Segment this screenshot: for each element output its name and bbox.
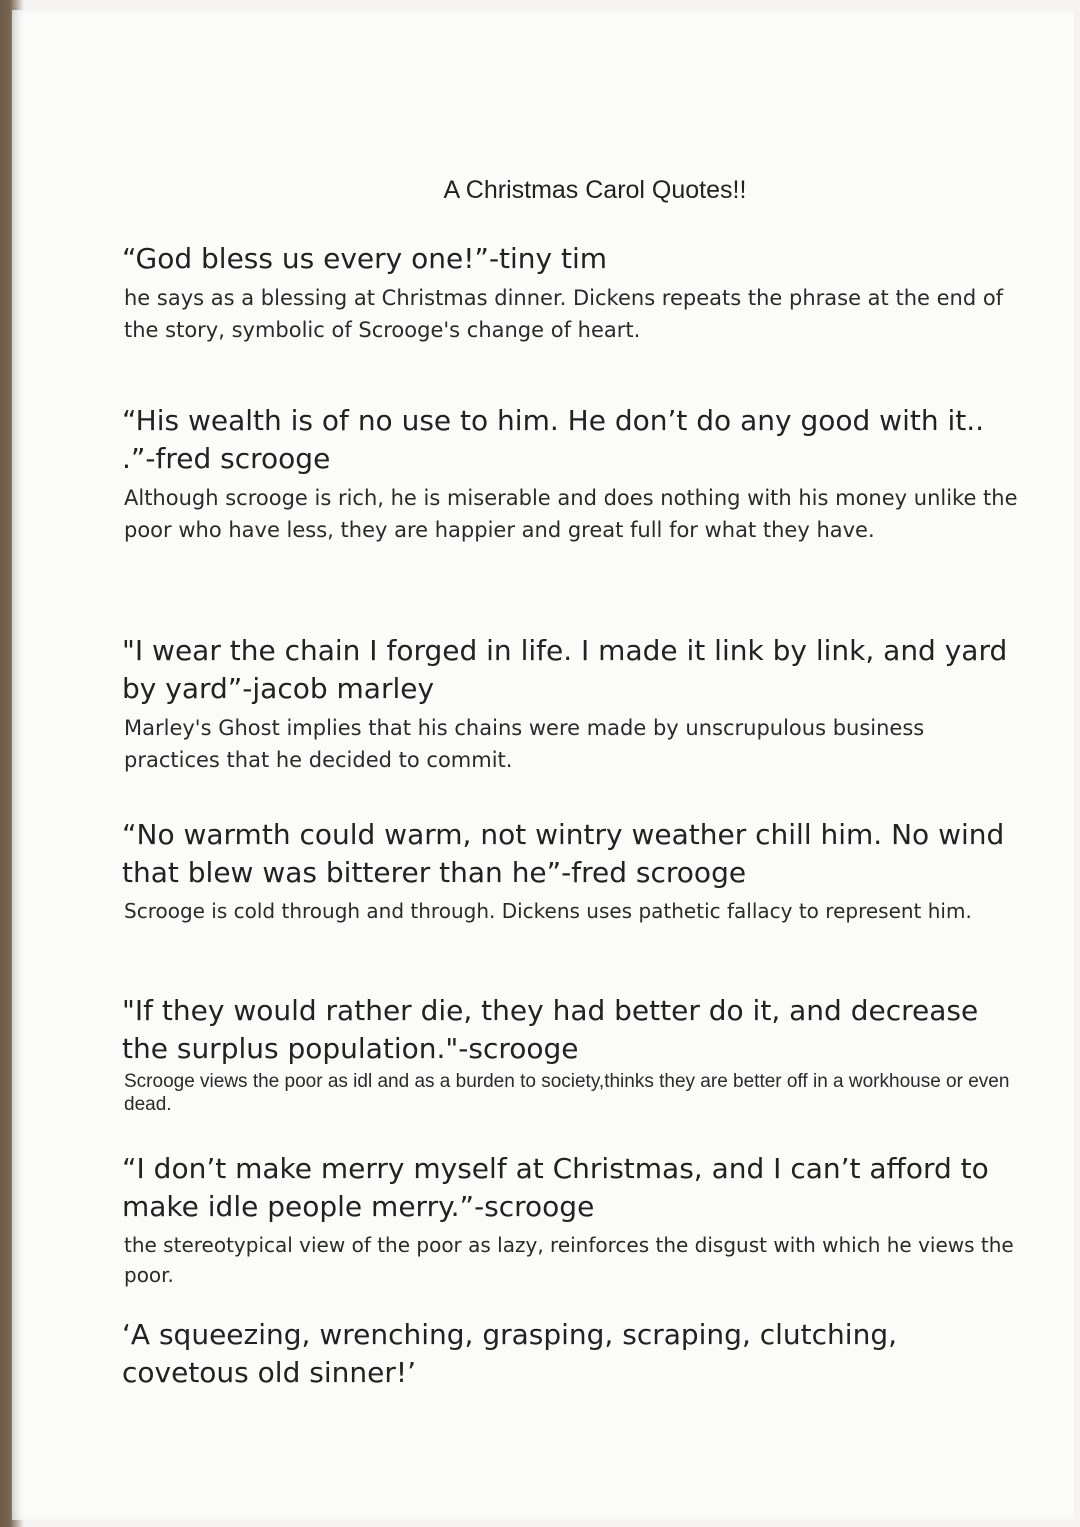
quote-text: “I don’t make merry myself at Christmas, and I can’t afford to make idle people merry.”-scrooge [122,1152,989,1223]
quote-entry-1 [122,240,1022,346]
quote-text: "If they would rather die, they had better do it, and decrease the surplus population."-scrooge [122,994,979,1065]
quote-entry-7 [122,1316,1022,1392]
quote-explanation: Marley's Ghost implies that his chains were made by unscrupulous business practices that he decided to commit. [124,716,925,772]
quote-explanation: the stereotypical view of the poor as lazy, reinforces the disgust with which he views the poor. [124,1233,1014,1287]
quote-entry-5 [122,992,1022,1116]
quote-text: “God bless us every one!”-tiny tim [122,242,608,275]
quote-text: "I wear the chain I forged in life. I made it link by link, and yard by yard”-jacob marley [122,634,1008,705]
quote-text: ‘A squeezing, wrenching, grasping, scraping, clutching, covetous old sinner!’ [122,1318,897,1389]
quote-explanation: he says as a blessing at Christmas dinner. Dickens repeats the phrase at the end of the story, symbolic of Scrooge's change of heart. [124,286,1004,342]
quote-entry-4 [122,816,1022,926]
quote-entry-3 [122,632,1022,776]
quote-text: “No warmth could warm, not wintry weather chill him. No wind that blew was bitterer than he”-fred scrooge [122,818,1005,889]
quote-entry-2 [122,402,1022,546]
quote-explanation: Although scrooge is rich, he is miserable and does nothing with his money unlike the poor who have less, they are happier and great full for what they have. [124,486,1018,542]
quote-entry-6 [122,1150,1022,1290]
page-title: A Christmas Carol Quotes!! [443,176,747,204]
quote-explanation: Scrooge views the poor as idl and as a burden to society,thinks they are better off in a workhouse or even dead. [124,1071,1010,1115]
quote-text: “His wealth is of no use to him. He don’t do any good with it.. .”-fred scrooge [122,404,985,475]
quote-explanation: Scrooge is cold through and through. Dickens uses pathetic fallacy to represent him. [124,899,972,923]
